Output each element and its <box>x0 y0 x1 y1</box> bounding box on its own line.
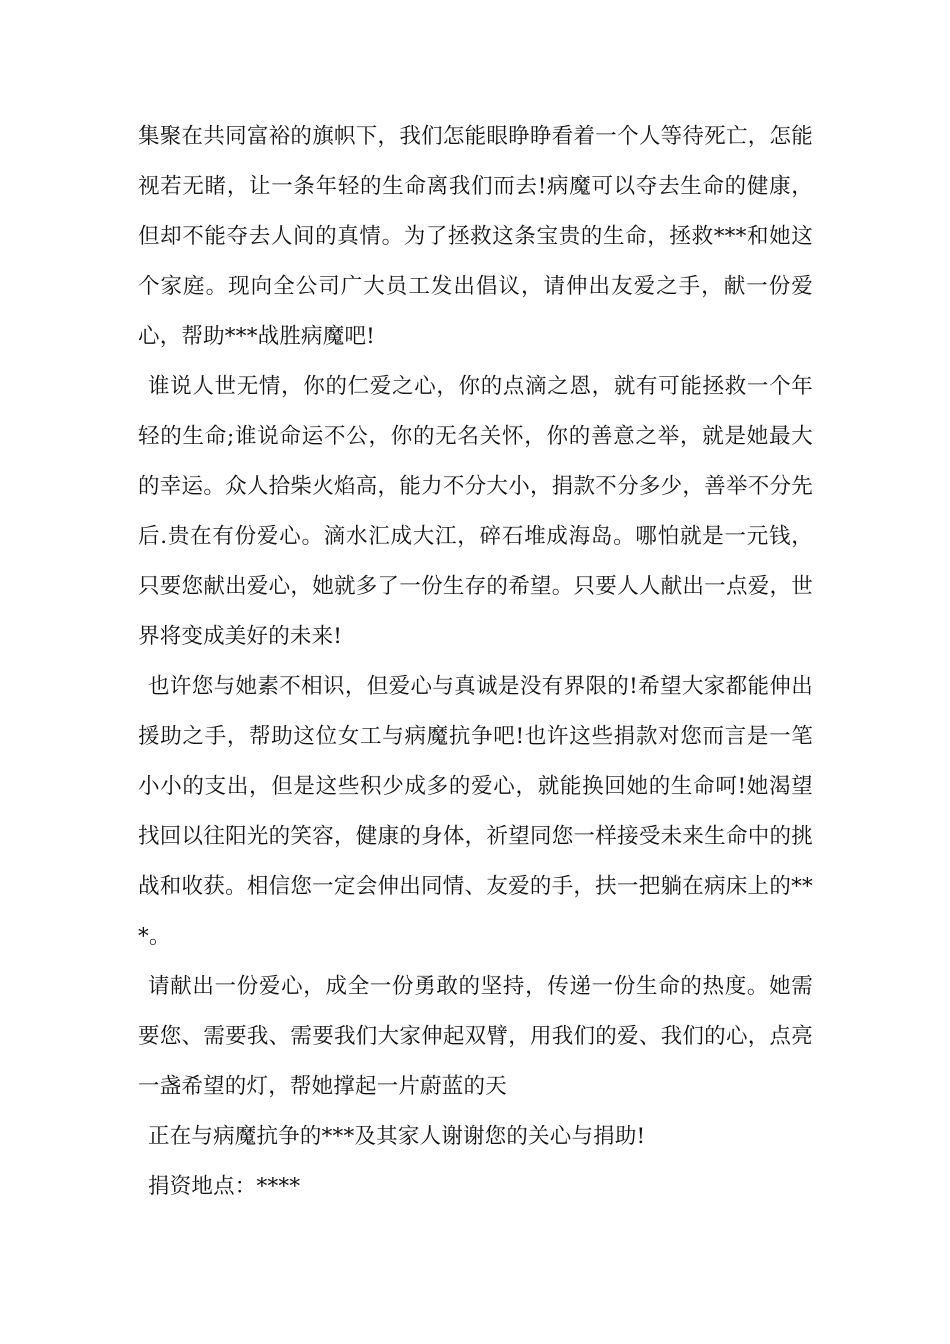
paragraph-location: 捐资地点：**** <box>148 1174 301 1199</box>
paragraph-help: 也许您与她素不相识，但爱心与真诚是没有界限的!希望大家都能伸出援助之手，帮助这位女工与病魔抗争吧!也许这些捐款对您而言是一笔小小的支出，但是这些积少成多的爱心，就能换回她的生命呵!她渴望找回以往阳光的笑容，健康的身体，祈望同您一样接受未来生命中的挑战和收获。相信您一定会伸出同情、友爱的手，扶一把躺在病床上的***。 <box>138 674 813 949</box>
paragraph-opening: 集聚在共同富裕的旗帜下，我们怎能眼睁睁看着一个人等待死亡，怎能视若无睹，让一条年轻的生命离我们而去!病魔可以夺去生命的健康，但却不能夺去人间的真情。为了拯救这条宝贵的生命，拯救***和她这个家庭。现向全公司广大员工发出倡议，请伸出友爱之手，献一份爱心，帮助***战胜病魔吧! <box>138 124 813 349</box>
paragraph-call: 请献出一份爱心，成全一份勇敢的坚持，传递一份生命的热度。她需要您、需要我、需要我们大家伸起双臂，用我们的爱、我们的心，点亮一盏希望的灯，帮她撑起一片蔚蓝的天 <box>138 974 813 1099</box>
paragraph-thanks: 正在与病魔抗争的***及其家人谢谢您的关心与捐助! <box>148 1124 646 1149</box>
paragraph-appeal: 谁说人世无情，你的仁爱之心，你的点滴之恩，就有可能拯救一个年轻的生命;谁说命运不公，你的无名关怀，你的善意之举，就是她最大的幸运。众人拾柴火焰高，能力不分大小，捐款不分多少，善举不分先后.贵在有份爱心。滴水汇成大江，碎石堆成海岛。哪怕就是一元钱，只要您献出爱心，她就多了一份生存的希望。只要人人献出一点爱，世界将变成美好的未来! <box>138 374 813 649</box>
document-body <box>138 112 813 1212</box>
